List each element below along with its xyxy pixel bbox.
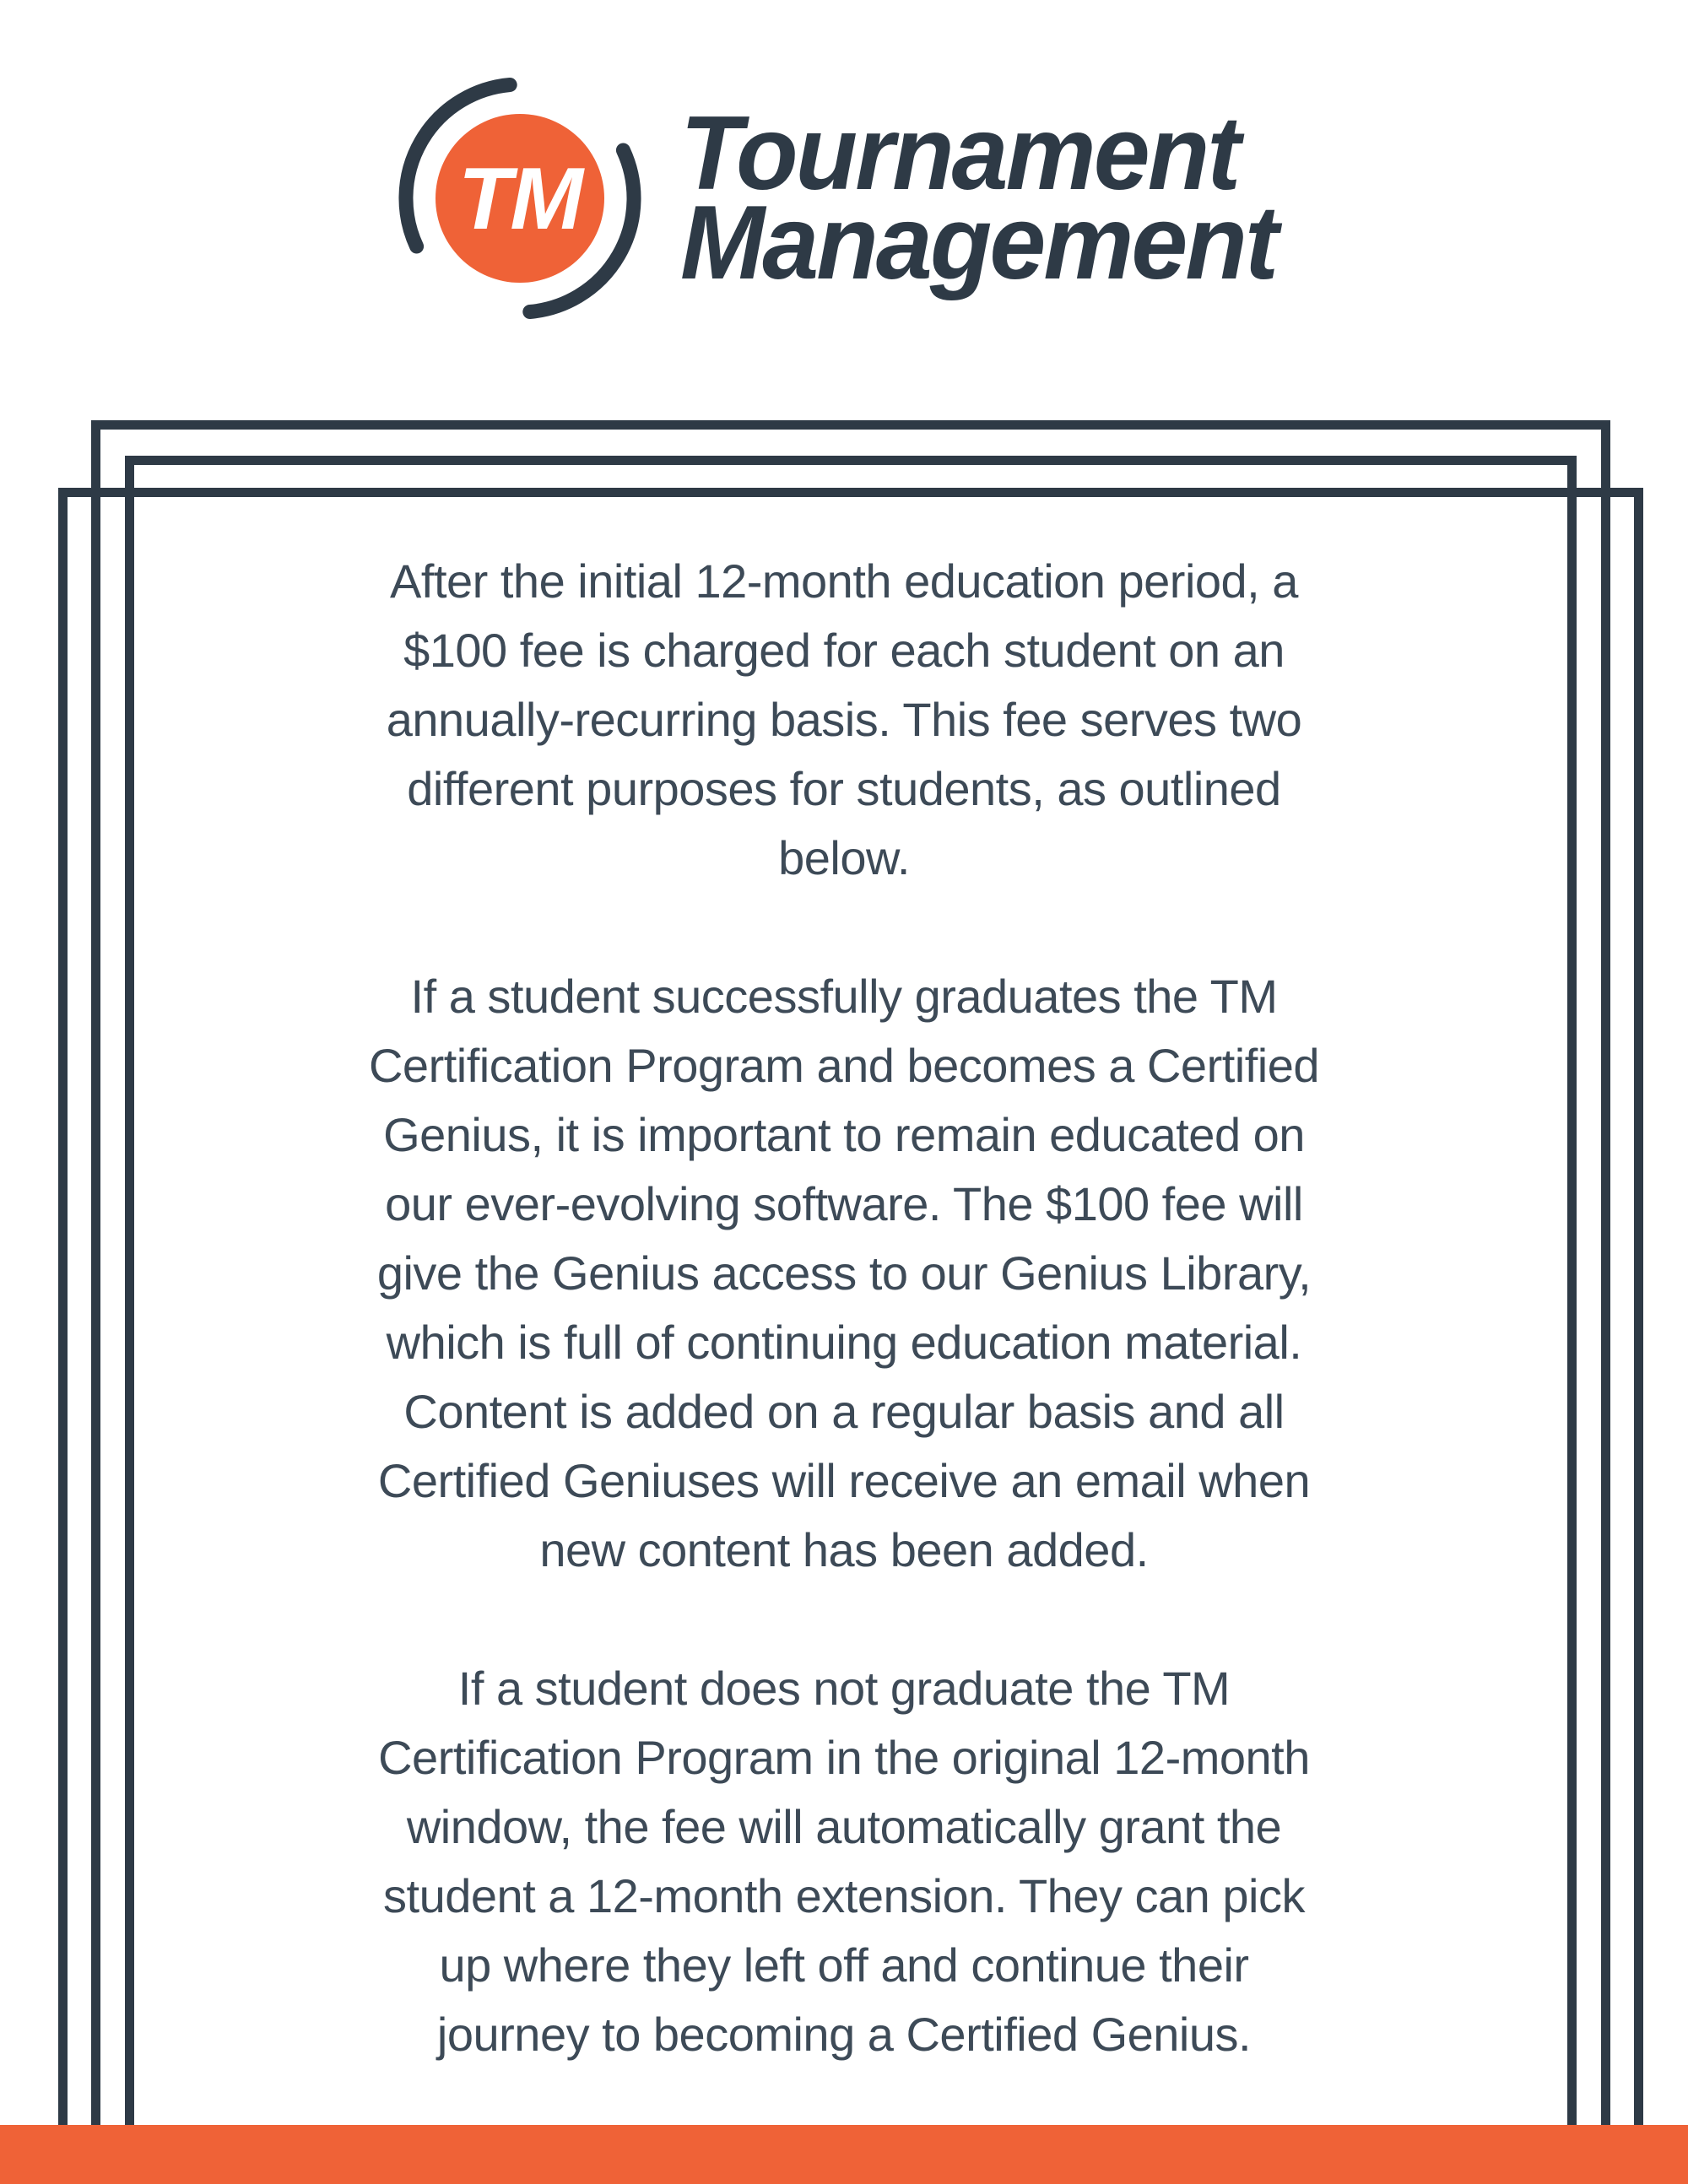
logo-monogram: TM <box>457 150 582 248</box>
text-line: Content is added on a regular basis and all <box>403 1385 1285 1438</box>
paragraph-extension-policy <box>0 1654 1688 2069</box>
text-line: which is full of continuing education material. <box>386 1316 1302 1369</box>
text-line: journey to becoming a Certified Genius. <box>436 2008 1252 2061</box>
text-line: Certification Program in the original 12-month <box>378 1731 1310 1784</box>
text-line: If a student does not graduate the TM <box>457 1662 1231 1715</box>
paragraph-graduate-benefit <box>0 962 1688 1585</box>
paragraph-fee-overview <box>0 547 1688 893</box>
text-line: up where they left off and continue their <box>439 1938 1249 1992</box>
text-line: new content has been added. <box>539 1523 1149 1576</box>
brand-name-line2: Management <box>680 185 1277 301</box>
text-line: Certified Geniuses will receive an email when <box>377 1454 1311 1507</box>
body-text <box>0 547 1688 2069</box>
text-line: window, the fee will automatically grant the <box>406 1800 1282 1853</box>
text-line: $100 fee is charged for each student on an <box>403 624 1285 677</box>
text-line: Certification Program and becomes a Certified <box>368 1039 1320 1092</box>
footer-accent-bar <box>0 2125 1688 2184</box>
text-line: give the Genius access to our Genius Library, <box>376 1246 1312 1300</box>
brand-wordmark <box>680 95 1277 301</box>
text-line: below. <box>778 831 910 884</box>
text-line: If a student successfully graduates the TM <box>410 970 1278 1023</box>
text-line: Genius, it is important to remain educated on <box>383 1108 1305 1161</box>
brand-logo <box>0 72 1688 325</box>
text-line: After the initial 12-month education period, a <box>390 554 1298 608</box>
tm-logo-icon <box>393 72 647 325</box>
text-line: annually-recurring basis. This fee serves two <box>386 693 1302 746</box>
text-line: student a 12-month extension. They can pick <box>383 1869 1305 1922</box>
brand-name-line1: Tournament <box>680 95 1239 212</box>
text-line: our ever-evolving software. The $100 fee will <box>385 1177 1303 1230</box>
text-line: different purposes for students, as outlined <box>407 762 1281 815</box>
